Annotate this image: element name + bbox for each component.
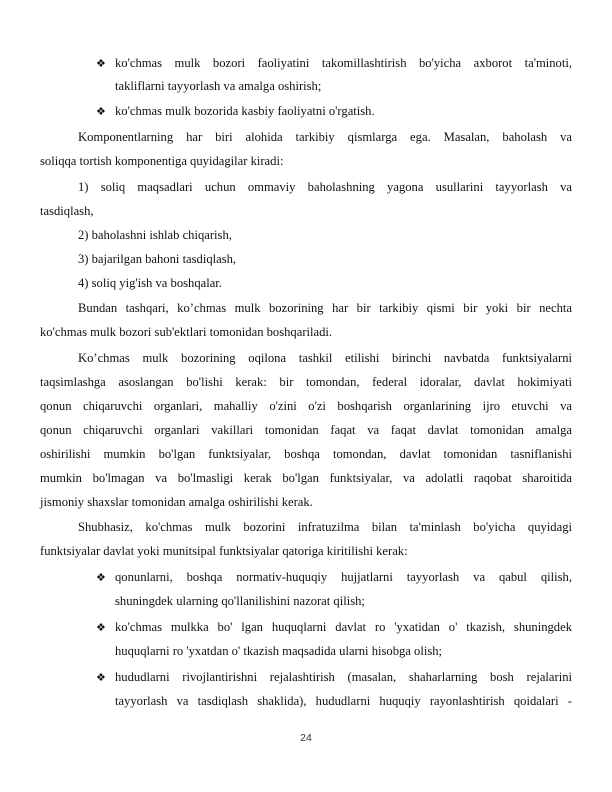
bullet-line: tayyorlash va tasdiqlash shaklida), hududlarni huquqiy rayonlashtirish qoidalari - <box>115 694 572 708</box>
paragraph-line: qonun chiqaruvchi organlari, mahalliy o'zini o'zi boshqarish organlarining ijro etuvchi va <box>40 399 572 413</box>
diamond-bullet-icon: ❖ <box>96 671 106 684</box>
paragraph-line: qonun chiqaruvchi organlari vakillari tomonidan faqat va faqat davlat tomonidan amalga <box>40 423 572 437</box>
paragraph-line: taqsimlashga asoslangan bo'lishi kerak: bir tomondan, federal idoralar, davlat hokimiyati <box>40 375 572 389</box>
paragraph-line: mumkin bo'lmagan va bo'lmasligi kerak bo'lgan funktsiyalar, va adolatli raqobat sharoitida <box>40 471 572 485</box>
numbered-item: 1) soliq maqsadlari uchun ommaviy baholashning yagona usullarini tayyorlash va <box>78 180 572 194</box>
bullet-line: takliflarni tayyorlash va amalga oshirish; <box>115 79 322 93</box>
paragraph-line: soliqqa tortish komponentiga quyidagilar kiradi: <box>40 154 284 168</box>
paragraph-line: Bundan tashqari, ko’chmas mulk bozorining har bir tarkibiy qismi bir yoki bir nechta <box>78 301 572 315</box>
bullet-line: shuningdek ularning qo'llanilishini nazorat qilish; <box>115 594 365 608</box>
numbered-item: tasdiqlash, <box>40 204 94 218</box>
page-number: 24 <box>300 732 312 744</box>
diamond-bullet-icon: ❖ <box>96 57 106 70</box>
numbered-item: 4) soliq yig'ish va boshqalar. <box>78 276 222 290</box>
numbered-item: 3) bajarilgan bahoni tasdiqlash, <box>78 252 237 266</box>
paragraph-line: Shubhasiz, ko'chmas mulk bozorini infratuzilma bilan ta'minlash bo'yicha quyidagi <box>78 520 572 534</box>
bullet-line: ko'chmas mulk bozori faoliyatini takomillashtirish bo'yicha axborot ta'minoti, <box>115 56 572 70</box>
diamond-bullet-icon: ❖ <box>96 621 106 634</box>
paragraph-line: ko'chmas mulk bozori sub'ektlari tomonidan boshqariladi. <box>40 325 333 339</box>
numbered-item: 2) baholashni ishlab chiqarish, <box>78 228 232 242</box>
paragraph-line: Ko’chmas mulk bozorining oqilona tashkil etilishi birinchi navbatda funktsiyalarni <box>78 351 572 365</box>
bullet-line: hududlarni rivojlantirishni rejalashtirish (masalan, shaharlarning bosh rejalarini <box>115 670 572 684</box>
paragraph-line: funktsiyalar davlat yoki munitsipal funktsiyalar qatoriga kiritilishi kerak: <box>40 544 408 558</box>
diamond-bullet-icon: ❖ <box>96 571 106 584</box>
diamond-bullet-icon: ❖ <box>96 105 106 118</box>
bullet-line: qonunlarni, boshqa normativ-huquqiy hujjatlarni tayyorlash va qabul qilish, <box>115 570 572 584</box>
bullet-line: ko'chmas mulk bozorida kasbiy faoliyatni o'rgatish. <box>115 104 375 118</box>
paragraph-line: Komponentlarning har biri alohida tarkibiy qismlarga ega. Masalan, baholash va <box>78 130 572 144</box>
bullet-line: ko'chmas mulkka bo' lgan huquqlarni davlat ro 'yxatidan o' tkazish, shuningdek <box>115 620 572 634</box>
paragraph-line: oshirilishi mumkin bo'lgan funktsiyalar, boshqa tomondan, davlat tomonidan tasniflanishi <box>40 447 572 461</box>
bullet-line: huquqlarni ro 'yxatdan o' tkazish maqsadida ularni hisobga olish; <box>115 644 443 658</box>
paragraph-line: jismoniy shaxslar tomonidan amalga oshirilishi kerak. <box>40 495 313 509</box>
